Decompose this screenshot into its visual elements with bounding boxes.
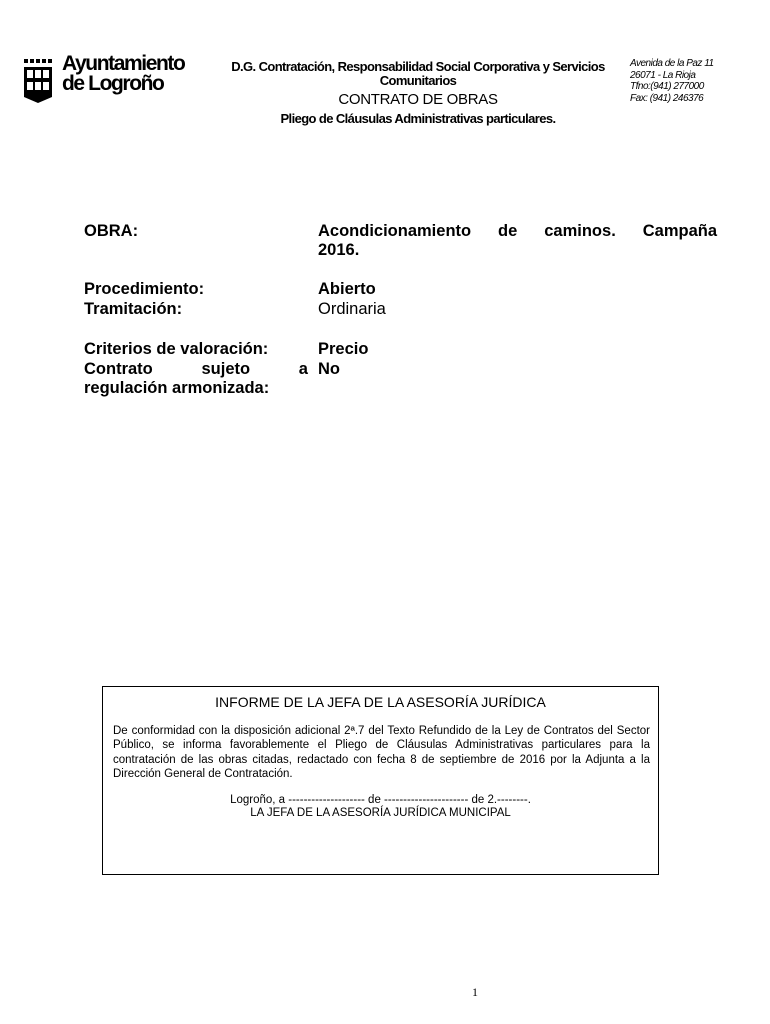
armonizada-value: No xyxy=(318,360,340,378)
fax-line: Fax: (941) 246376 xyxy=(630,92,704,104)
report-signature xyxy=(103,794,658,820)
department-name xyxy=(218,60,618,88)
tramitacion-value: Ordinaria xyxy=(318,300,386,318)
logo-wordmark xyxy=(62,54,184,94)
phone-line: Tfno:(941) 277000 xyxy=(630,81,704,92)
address-line: 26071 - La Rioja xyxy=(630,69,696,81)
obra-value-line-1: Acondicionamiento de caminos. Campaña xyxy=(318,222,717,240)
signature-title: LA JEFA DE LA ASESORÍA JURÍDICA MUNICIPAL xyxy=(250,807,511,819)
report-title: INFORME DE LA JEFA DE LA ASESORÍA JURÍDICA xyxy=(215,694,546,710)
armonizada-label-line-1: Contrato sujeto a xyxy=(84,360,308,378)
contract-title: CONTRATO DE OBRAS xyxy=(338,91,498,108)
obra-value xyxy=(318,222,717,260)
obra-value-line-2: 2016. xyxy=(318,241,360,259)
report-body: De conformidad con la disposición adicional 2ª.7 del Texto Refundido de la Ley de Contratos del Sector Público, se informa favorablemente el Pliego de Cláusulas Administrativas particulares para la contratación de las obras citadas, redactado con fecha 8 de septiembre de 2016 por la Adjunta a la Dirección General de Contratación. xyxy=(113,725,650,781)
document-subtitle: Pliego de Cláusulas Administrativas particulares. xyxy=(280,111,556,126)
department-line-2: Comunitarios xyxy=(379,73,457,88)
procedimiento-label: Procedimiento: xyxy=(84,280,205,298)
signature-date-line: Logroño, a -------------------- de ---------------------- de 2.--------. xyxy=(230,794,531,806)
criterios-label: Criterios de valoración: xyxy=(84,340,269,358)
page-number: 1 xyxy=(472,985,478,999)
armonizada-label xyxy=(84,360,308,398)
armonizada-label-line-2: regulación armonizada: xyxy=(84,379,270,397)
office-address xyxy=(630,58,714,104)
legal-report-box xyxy=(102,686,659,875)
city-crest-logo xyxy=(23,58,53,104)
procedimiento-value: Abierto xyxy=(318,280,376,298)
criterios-value: Precio xyxy=(318,340,369,358)
logo-line-2: de Logroño xyxy=(62,72,164,95)
department-line-1: D.G. Contratación, Responsabilidad Social Corporativa y Servicios xyxy=(231,59,605,74)
obra-label: OBRA: xyxy=(84,222,139,240)
tramitacion-label: Tramitación: xyxy=(84,300,183,318)
logo-line-1: Ayuntamiento xyxy=(62,52,185,75)
address-line: Avenida de la Paz 11 xyxy=(630,58,714,69)
